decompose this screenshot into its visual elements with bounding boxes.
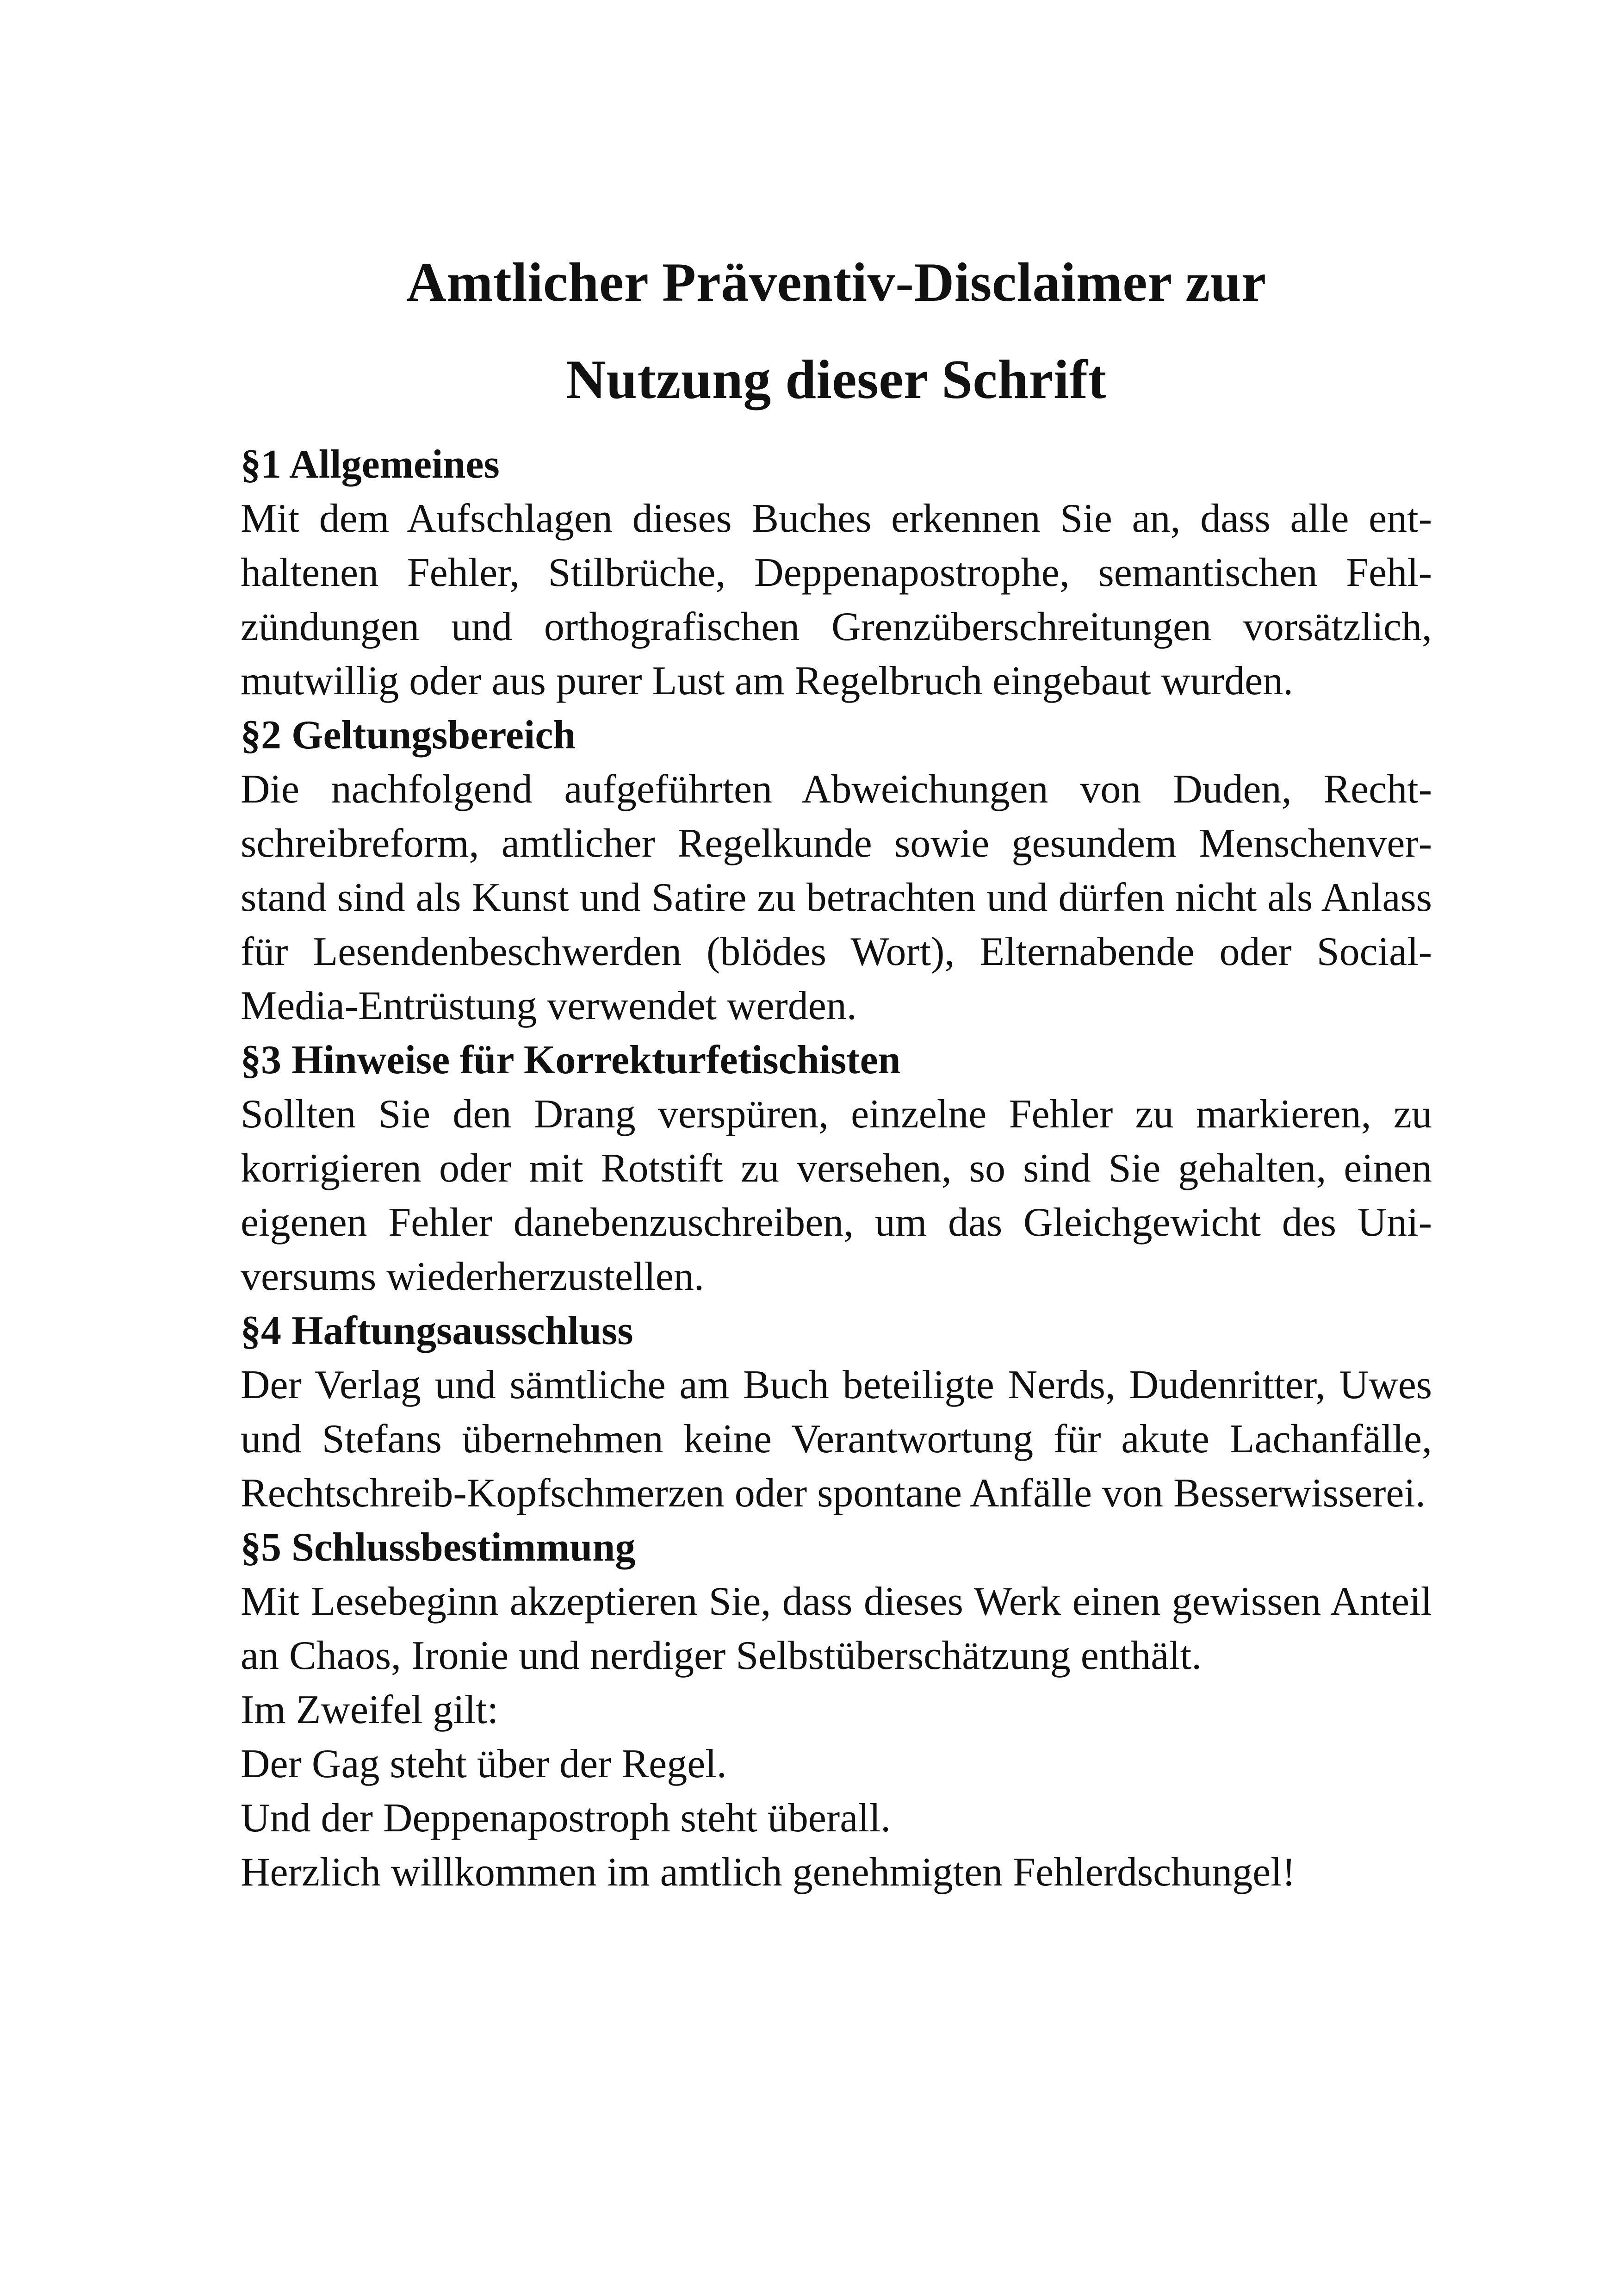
closing-line: Im Zweifel gilt: [241,1687,499,1732]
title-line-2: Nutzung dieser Schrift [566,348,1107,410]
title-line-1: Amtlicher Präventiv-Disclaimer zur [406,251,1266,313]
section-text: Mit Lesebeginn akzeptieren Sie, dass dieses Werk einen gewissen Anteil an Chaos, Ironie und nerdiger Selbstüberschätzung enthält. [241,1579,1432,1678]
section-text: Mit dem Aufschlagen dieses Buches erkennen Sie an, dass alle enthaltenen Fehler, Stilbrüche, Deppenapostrophe, semantischen Fehlzündungen und orthografischen Grenzüberschreitungen vorsätzlich, mutwillig oder aus purer Lust am Regelbruch eingebaut wurden. [241,496,1432,703]
closing-line: Und der Deppenapostroph steht überall. [241,1796,891,1841]
section-heading: §2 Geltungsbereich [241,713,576,758]
section-3 [241,1033,1432,1304]
closing-line: Herzlich willkommen im amtlich genehmigten Fehlerdschungel! [241,1850,1296,1895]
section-heading: §5 Schlussbestimmung [241,1525,636,1570]
section-5 [241,1520,1432,1683]
section-text: Sollten Sie den Drang verspüren, einzelne Fehler zu markieren, zu korrigieren oder mit Rotstift zu versehen, so sind Sie gehalten, einen eigenen Fehler danebenzuschreiben, um das Gleichgewicht des Universums wiederherzustellen. [241,1092,1432,1299]
section-4 [241,1304,1432,1520]
section-2 [241,708,1432,1033]
section-text: Der Verlag und sämtliche am Buch beteiligte Nerds, Dudenritter, Uwes und Stefans übernehmen keine Verantwortung für akute Lachanfälle, Rechtschreib-Kopfschmerzen oder spontane Anfälle von Besserwisserei. [241,1363,1432,1516]
document-body [241,437,1432,1899]
closing-line: Der Gag steht über der Regel. [241,1742,727,1786]
closing-block [241,1683,1432,1899]
section-1 [241,437,1432,708]
section-heading: §4 Haftungsausschluss [241,1308,633,1353]
section-heading: §1 Allgemeines [241,442,500,487]
page-title [241,234,1432,428]
section-heading: §3 Hinweise für Korrekturfetischisten [241,1038,901,1083]
section-text: Die nachfolgend aufgeführten Abweichungen von Duden, Rechtschreibreform, amtlicher Regelkunde sowie gesundem Menschenverstand sind als Kunst und Satire zu betrachten und dürfen nicht als Anlass für Lesendenbeschwerden (blödes Wort), Elternabende oder Social-Media-Entrüstung verwendet werden. [241,767,1432,1028]
